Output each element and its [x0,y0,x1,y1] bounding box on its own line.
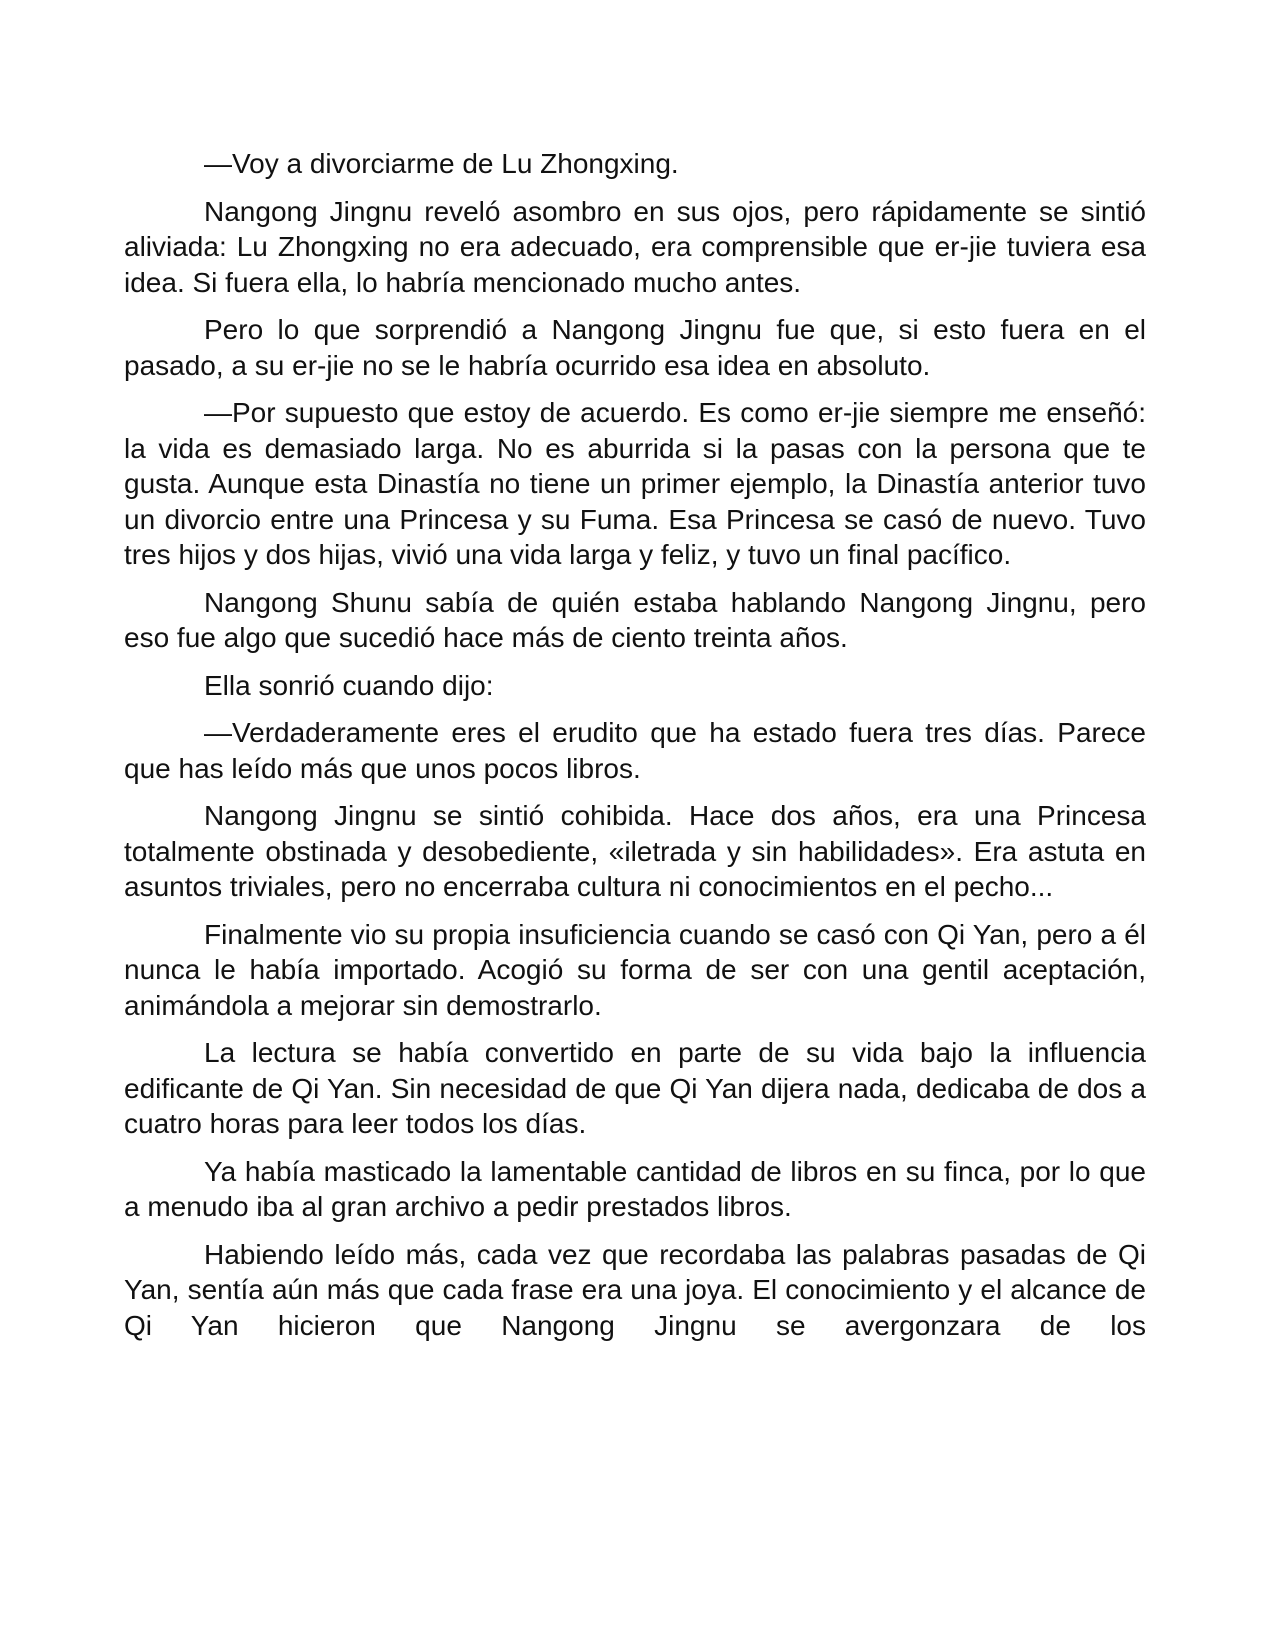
paragraph: —Por supuesto que estoy de acuerdo. Es como er-jie siempre me enseñó: la vida es demasiado larga. No es aburrida si la pasas con la persona que te gusta. Aunque esta Dinastía no tiene un primer ejemplo, la Dinastía anterior tuvo un divorcio entre una Princesa y su Fuma. Esa Princesa se casó de nuevo. Tuvo tres hijos y dos hijas, vivió una vida larga y feliz, y tuvo un final pacífico. [124,397,1146,570]
paragraph: Ya había masticado la lamentable cantidad de libros en su finca, por lo que a menudo iba al gran archivo a pedir prestados libros. [124,1155,1146,1222]
document-page [124,146,1146,1355]
paragraph-continued: Habiendo leído más, cada vez que recordaba las palabras pasadas de Qi Yan, sentía aún más que cada frase era una joya. El conocimiento y el alcance de Qi Yan hicieron que Nangong Jingnu se avergonzara de los [124,1238,1146,1341]
paragraph: Pero lo que sorprendió a Nangong Jingnu fue que, si esto fuera en el pasado, a su er-jie no se le habría ocurrido esa idea en absoluto. [124,314,1146,381]
paragraph: —Verdaderamente eres el erudito que ha estado fuera tres días. Parece que has leído más que unos pocos libros. [124,717,1146,784]
paragraph: Ella sonrió cuando dijo: [204,669,494,701]
paragraph: La lectura se había convertido en parte de su vida bajo la influencia edificante de Qi Yan. Sin necesidad de que Qi Yan dijera nada, dedicaba de dos a cuatro horas para leer todos los días. [124,1037,1146,1139]
paragraph: Finalmente vio su propia insuficiencia cuando se casó con Qi Yan, pero a él nunca le había importado. Acogió su forma de ser con una gentil aceptación, animándola a mejorar sin demostrarlo. [124,918,1146,1021]
paragraph: Nangong Jingnu se sintió cohibida. Hace dos años, era una Princesa totalmente obstinada y desobediente, «iletrada y sin habilidades». Era astuta en asuntos triviales, pero no encerraba cultura ni conocimientos en el pecho... [124,800,1146,902]
paragraph: —Voy a divorciarme de Lu Zhongxing. [204,148,679,179]
paragraph: Nangong Shunu sabía de quién estaba hablando Nangong Jingnu, pero eso fue algo que sucedió hace más de ciento treinta años. [124,586,1146,653]
paragraph: Nangong Jingnu reveló asombro en sus ojos, pero rápidamente se sintió aliviada: Lu Zhongxing no era adecuado, era comprensible que er-jie tuviera esa idea. Si fuera ella, lo habría mencionado mucho antes. [124,195,1146,298]
